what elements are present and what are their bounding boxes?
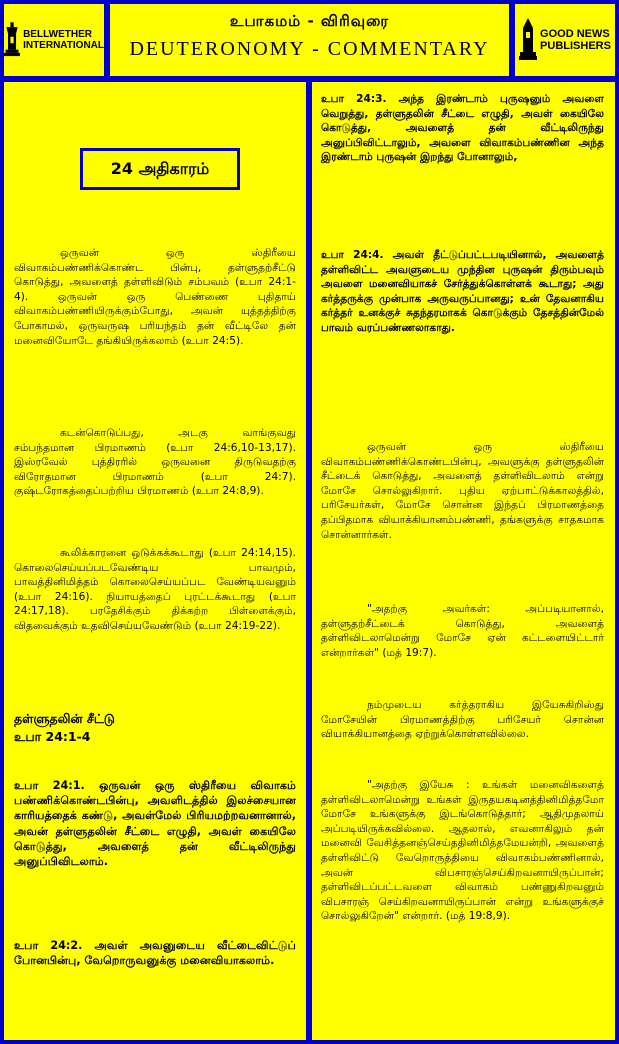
commentary-paragraph-3: நம்முடைய கர்த்தராகிய இயேசுகிறிஸ்து மோசேயின் பிரமாணத்திற்கு பரிசேயர் சொன்ன வியாக்கியானத்தை ஏற்றுக்கொள்ளவில்லை. — [321, 699, 604, 741]
section-title: தள்ளுதலின் சீட்டு — [14, 711, 115, 726]
title-box — [110, 4, 509, 76]
right-column — [312, 82, 615, 1040]
logo-left-line1: BELLWETHER — [23, 29, 92, 40]
verse-24-3: உபா 24:3. அந்த இரண்டாம் புருஷனும் அவளை வெறுத்து, தள்ளுதலின் சீட்டை எழுதி, அவள் கையிலே கொடுத்து, அவளைத் தன் வீட்டிலிருந்து அனுப்பிவிட்டாலும், அவளை விவாகம்பண்ணின அந்த இரண்டாம் புருஷன் இறந்து போனாலும், — [321, 93, 604, 164]
left-column — [4, 82, 306, 1040]
section-reference: உபா 24:1-4 — [14, 729, 91, 744]
title-tamil: உபாகமம் - விரிவுரை — [229, 12, 390, 30]
summary-paragraph-3: கூலிக்காரனை ஒடுக்கக்கூடாது (உபா 24:14,15). கொலைசெய்யப்படவேண்டிய பாவமும், பாவத்தினிமித்தம் கொலைசெய்யப்பட வேண்டியவனும் (உபா 24:16). நியாயத்தைப் புரட்டக்கூடாது (உபா 24:17,18). பரதேசிக்கும் திக்கற்ற பிள்ளைக்கும், விதவைக்கும் உதவிசெய்யவேண்டும் (உபா 24:19-22). — [14, 547, 296, 632]
logo-right-line1: GOOD NEWS — [540, 28, 610, 40]
title-english: DEUTERONOMY - COMMENTARY — [129, 38, 490, 60]
commentary-paragraph-2: "அதற்கு அவர்கள்: அப்படியானால், தள்ளுதற்சீட்டைக் கொடுத்து, அவளைத் தள்ளிவிடலாமென்று மோசே ஏன் கட்டளையிட்டார் என்றார்கள்" (மத் 19:7). — [321, 603, 604, 659]
good-news-logo — [515, 4, 615, 76]
summary-paragraph-1: ஒருவன் ஒரு ஸ்திரீயை விவாகம்பண்ணிக்கொண்ட பின்பு, தள்ளுதற்சீட்டு கொடுத்து, அவளைத் தள்ளிவிடும் சம்பவம் (உபா 24:1-4). ஒருவன் ஒரு பெண்ணை புதிதாய் விவாகம்பண்ணியிருக்கும்போது, அவன் யுத்தத்திற்கு போகாமல், ஒருவருஷ பரியந்தம் தன் வீட்டிலே தன் மனைவியோடே தங்கியிருக்கலாம் (உபா 24:5). — [14, 247, 296, 347]
logo-right-line2: PUBLISHERS — [540, 40, 611, 52]
verse-24-4: உபா 24:4. அவள் தீட்டுப்பட்டபடியினால், அவளைத் தள்ளிவிட்ட அவளுடைய முந்தின புருஷன் திரும்பவும் அவளை மனைவியாகச் சேர்த்துக்கொள்ளக் கூடாது; அது கர்த்தருக்கு முன்பாக அருவருப்பானது; உன் தேவனாகிய கர்த்தர் உனக்குச் சுதந்தரமாகக் கொடுக்கும் தேசத்தின்மேல் பாவம் வரப்பண்ணலாகாது. — [321, 249, 604, 334]
tower-icon — [519, 18, 537, 62]
summary-paragraph-2: கடன்கொடுப்பது, அடகு வாங்குவது சம்பந்தமான பிரமாணம் (உபா 24:6,10-13,17). இஸ்ரவேல் புத்திரரில் ஒருவனை திருடுவதற்கு விரோதமான பிரமாணம் (உபா 24:7). குஷ்டரோகத்தைப்பற்றிய பிரமாணம் (உபா 24:8,9). — [14, 427, 296, 498]
commentary-paragraph-4: "அதற்கு இயேசு : உங்கள் மனைவிகளைத் தள்ளிவிடலாமென்று உங்கள் இருதயகடினத்தினிமித்தமோ மோசே உங்களுக்கு இடங்கொடுத்தார்; ஆதிமுதலாய் அப்படியிருக்கவில்லை. ஆதலால், எவனாகிலும் தன் மனைவி வேசித்தனஞ்செய்ததினிமித்தமேயன்றி, அவளைத் தள்ளிவிட்டு வேறொருத்தியை விவாகம்பண்ணினால், அவன் விபசாரஞ்செய்கிறவனாயிருப்பான்; தள்ளிவிடப்பட்டவளை விவாகம் பண்ணுகிறவனும் விபசாரஞ் செய்கிறவனாயிருப்பான் என்று உங்களுக்குச் சொல்லுகிறேன்" என்றார். (மத் 19:8,9). — [321, 779, 604, 923]
bell-tower-icon — [4, 18, 20, 62]
commentary-paragraph-1: ஒருவன் ஒரு ஸ்திரீயை விவாகம்பண்ணிக்கொண்டபின்பு, அவளுக்கு தள்ளுதலின் சீட்டைக் கொடுத்து, அவளைத் தள்ளிவிடலாம் என்று மோசே சொல்லுகிறார். புதிய ஏற்பாட்டுக்காலத்தில், பரிசேயர்கள், மோசே சொன்ன இந்தப் பிரமாணத்தை தப்பிதமாக வியாக்கியானம்பண்ணி, தங்களுக்கு சாதகமாக சொன்னார்கள். — [321, 441, 604, 541]
logo-left-line2: INTERNATIONAL — [23, 40, 104, 51]
bellwether-logo — [4, 4, 104, 76]
verse-24-1: உபா 24:1. ஒருவன் ஒரு ஸ்திரீயை விவாகம் பண்ணிக்கொண்டபின்பு, அவளிடத்தில் இலச்சையான காரியத்தைக் கண்டு, அவள்மேல் பிரியமற்றவனானால், அவன் தள்ளுதலின் சீட்டை எழுதி, அவள் கையிலே கொடுத்து, அவளைத் தன் வீட்டிலிருந்து அனுப்பிவிடலாம். — [14, 779, 296, 869]
chapter-heading: 24 அதிகாரம் — [80, 148, 240, 190]
verse-24-2: உபா 24:2. அவள் அவனுடைய வீட்டைவிட்டுப் போனபின்பு, வேறொருவனுக்கு மனைவியாகலாம். — [14, 939, 296, 968]
